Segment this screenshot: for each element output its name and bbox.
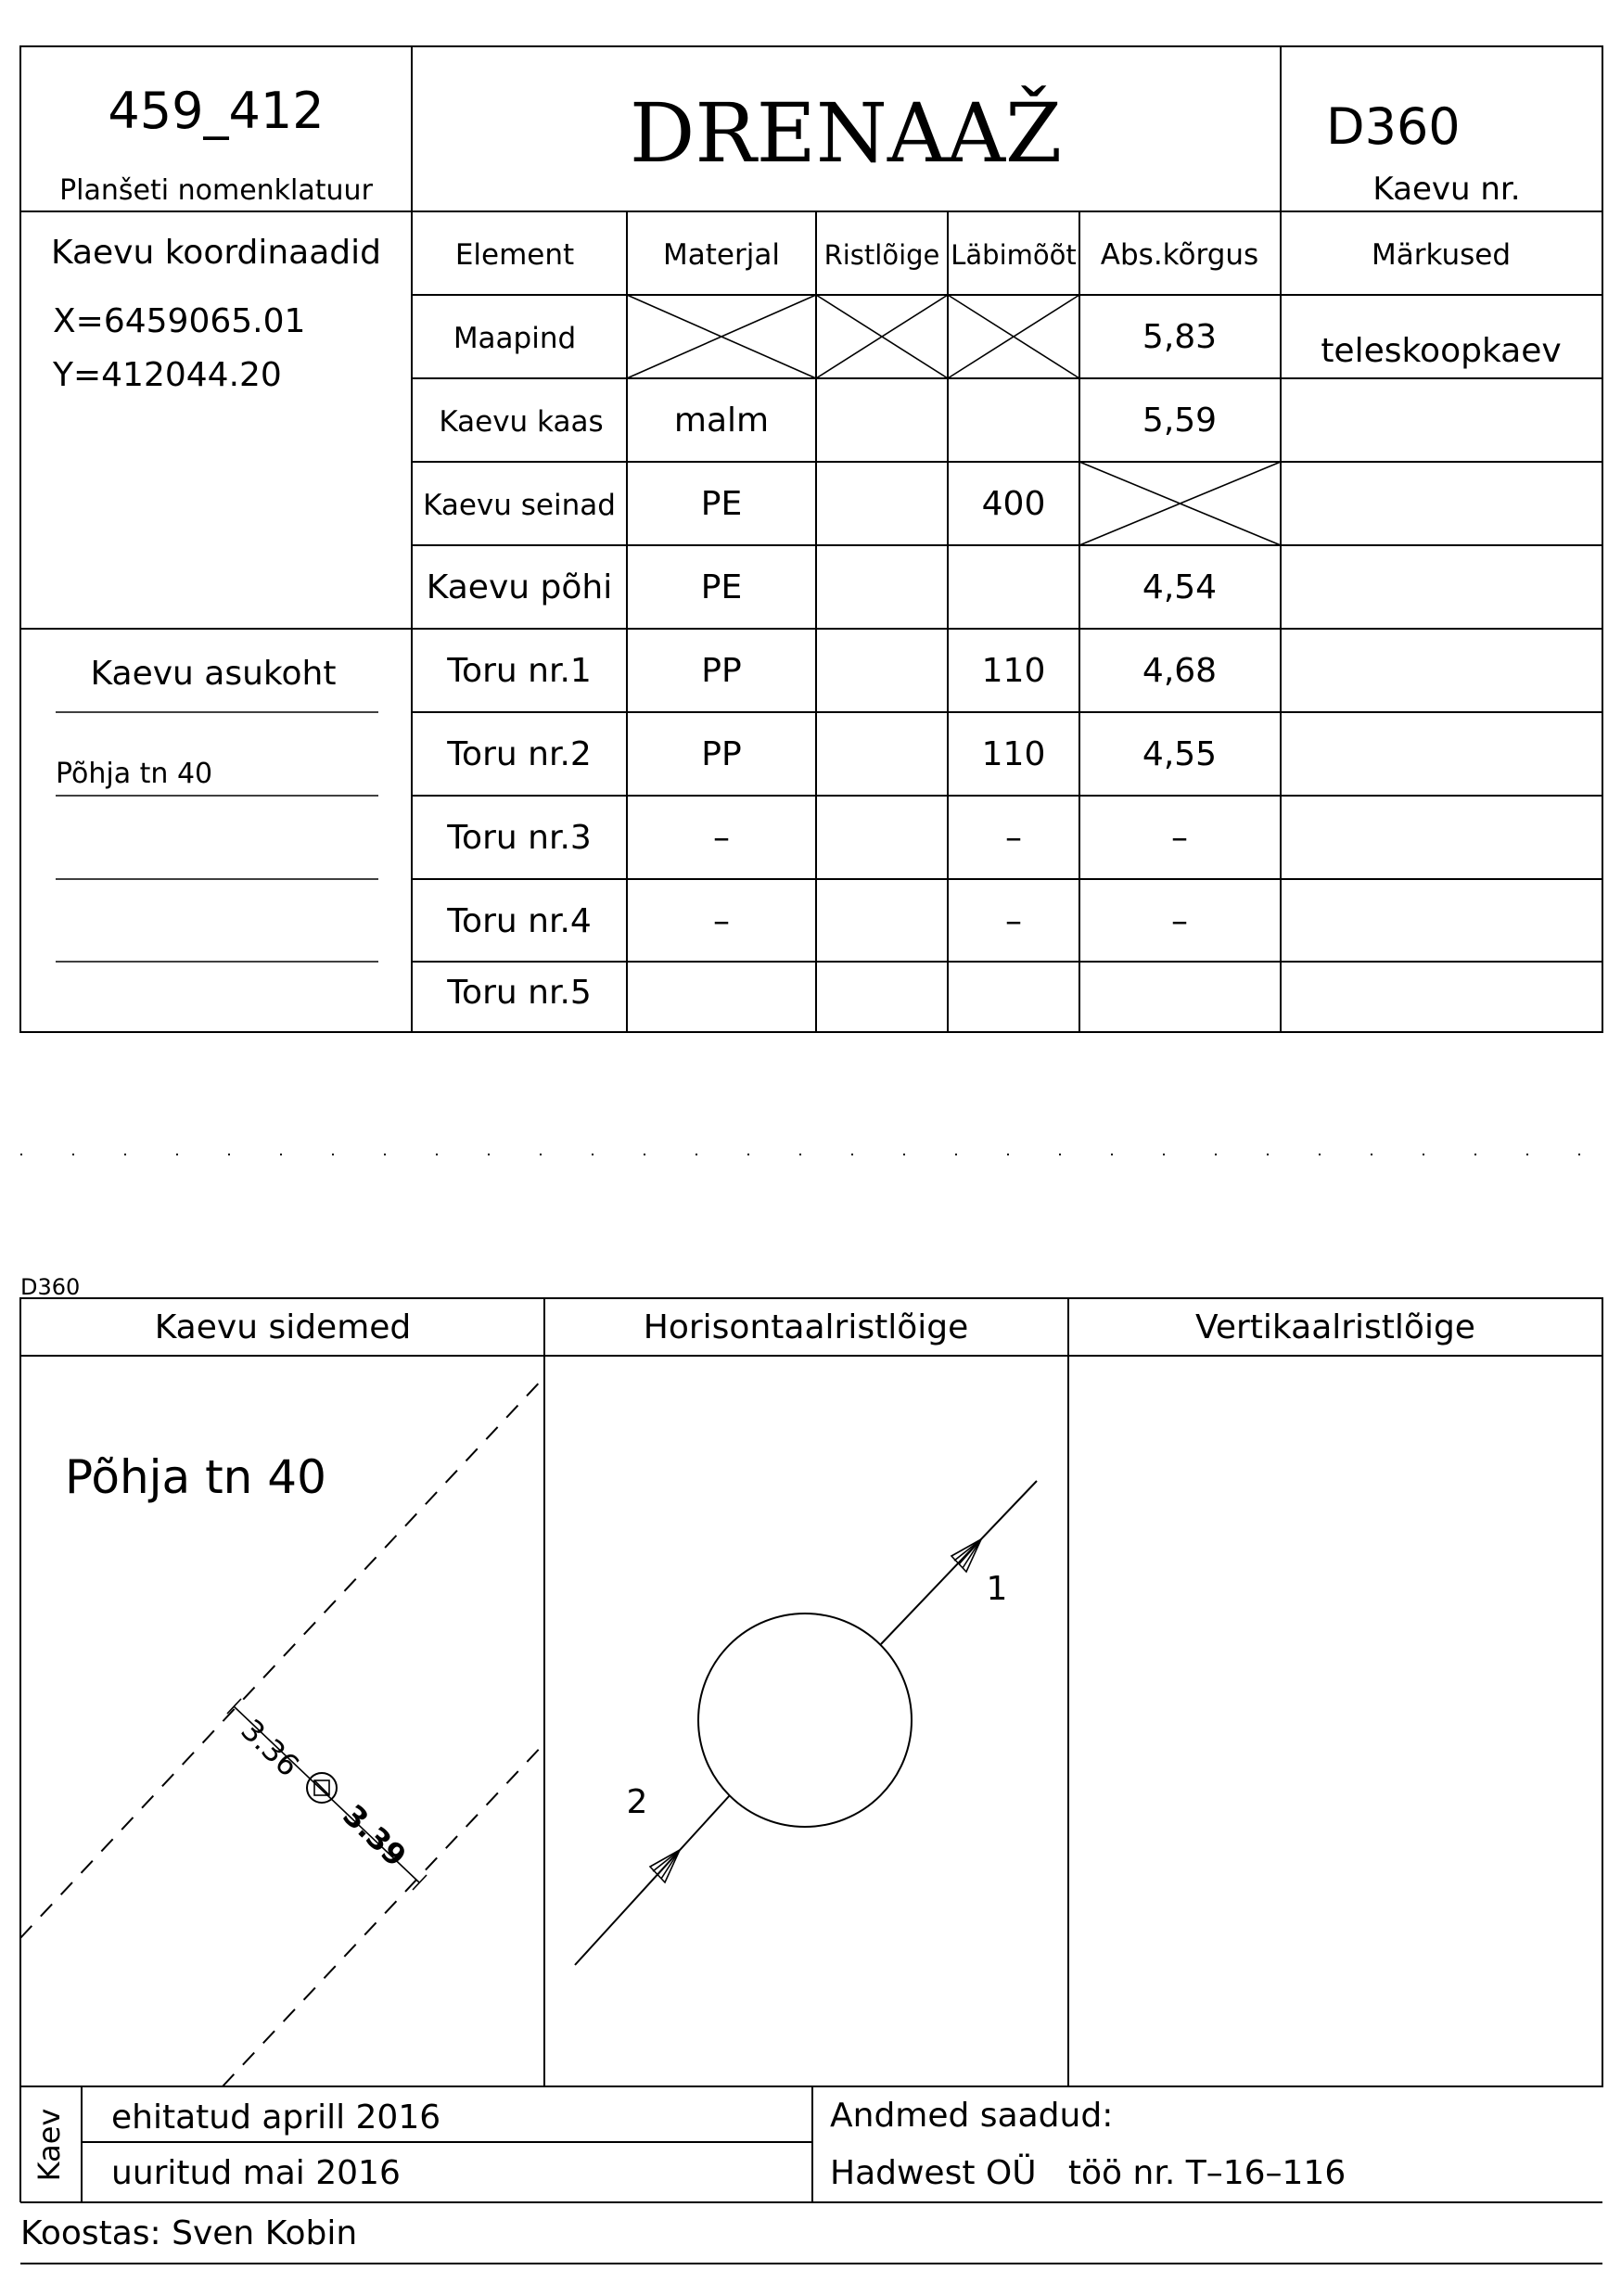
data-source-label: Andmed saadud: — [830, 2097, 1114, 2135]
sketch-frame — [20, 1298, 1602, 2086]
row-elevation: – — [1171, 902, 1188, 940]
sheet-number: 459_412 — [108, 82, 325, 140]
row-elevation: 5,59 — [1142, 402, 1218, 440]
location-label: Kaevu asukoht — [90, 655, 337, 693]
row-element: Toru nr.1 — [447, 652, 592, 690]
row-material: PE — [700, 485, 743, 523]
well-id: D360 — [1326, 97, 1461, 156]
row-notes: teleskoopkaev — [1321, 332, 1562, 370]
row-elevation: 5,83 — [1142, 318, 1218, 356]
table-header — [455, 238, 1511, 272]
well-links-sketch — [20, 1377, 544, 2086]
table-row — [446, 652, 1217, 690]
col-header-element: Element — [454, 238, 575, 272]
row-material: – — [713, 902, 730, 940]
col-vertical-section: Vertikaalristlõige — [1195, 1308, 1475, 1346]
table-row — [453, 318, 1562, 370]
pipe-1-label: 1 — [986, 1570, 1008, 1608]
row-material: PP — [701, 652, 742, 690]
col-well-links: Kaevu sidemed — [154, 1308, 412, 1346]
survey-date: uuritud mai 2016 — [111, 2154, 401, 2192]
row-diameter: – — [1005, 819, 1022, 857]
row-element: Toru nr.5 — [447, 974, 592, 1012]
table-row — [423, 485, 1045, 523]
street-label: Põhja tn 40 — [65, 1450, 326, 1504]
table-row — [446, 819, 1188, 857]
row-diameter: 400 — [981, 485, 1046, 523]
page-title: DRENAAŽ — [629, 85, 1063, 181]
table-row — [439, 402, 1217, 440]
built-date: ehitatud aprill 2016 — [111, 2098, 441, 2137]
row-diameter: 110 — [981, 735, 1046, 773]
col-header-material: Materjal — [663, 238, 780, 272]
sketch-well-id: D360 — [20, 1274, 81, 1300]
table-row — [427, 568, 1217, 606]
pipe-2-line — [575, 1795, 730, 1965]
table-row — [446, 902, 1188, 940]
footer-side-label: Kaev — [32, 2108, 67, 2182]
row-elevation: 4,54 — [1142, 568, 1218, 606]
pipe-1-line — [881, 1481, 1037, 1644]
table-row — [446, 735, 1217, 773]
well-caption: Kaevu nr. — [1372, 171, 1521, 208]
coordinate-y: Y=412044.20 — [53, 356, 282, 394]
row-element: Kaevu seinad — [423, 489, 616, 522]
row-element: Kaevu põhi — [426, 568, 613, 606]
row-element: Toru nr.3 — [447, 819, 592, 857]
row-elevation: 4,55 — [1142, 735, 1218, 773]
row-material: malm — [673, 402, 770, 440]
link-distance-right: 3.39 — [336, 1797, 414, 1874]
row-diameter: 110 — [981, 652, 1046, 690]
manhole-symbol — [307, 1773, 337, 1803]
row-diameter: – — [1005, 902, 1022, 940]
row-elevation: 4,68 — [1142, 652, 1218, 690]
author: Koostas: Sven Kobin — [20, 2214, 358, 2252]
row-material: PE — [700, 568, 743, 606]
coordinates-label: Kaevu koordinaadid — [50, 234, 382, 272]
col-header-elevation: Abs.kõrgus — [1100, 238, 1259, 272]
location-address: Põhja tn 40 — [56, 758, 213, 790]
pipe-2-label: 2 — [626, 1783, 648, 1821]
table-row — [446, 974, 592, 1012]
row-material: PP — [701, 735, 742, 773]
row-element: Kaevu kaas — [439, 405, 604, 439]
data-source: Hadwest OÜ töö nr. T–16–116 — [830, 2154, 1347, 2192]
row-element: Toru nr.4 — [447, 902, 592, 940]
coordinate-x: X=6459065.01 — [53, 302, 306, 340]
sheet-caption: Planšeti nomenklatuur — [59, 174, 373, 207]
row-element: Maapind — [453, 322, 577, 355]
col-header-section: Ristlõige — [823, 239, 940, 271]
row-elevation: – — [1171, 819, 1188, 857]
row-element: Toru nr.2 — [447, 735, 592, 773]
horizontal-section-sketch — [575, 1481, 1037, 1965]
row-material: – — [713, 819, 730, 857]
col-horizontal-section: Horisontaalristlõige — [643, 1308, 969, 1346]
col-header-diameter: Läbimõõt — [951, 239, 1077, 271]
link-distance-left: 3.36 — [234, 1712, 307, 1784]
col-header-notes: Märkused — [1371, 238, 1512, 272]
well-circle — [698, 1614, 912, 1827]
